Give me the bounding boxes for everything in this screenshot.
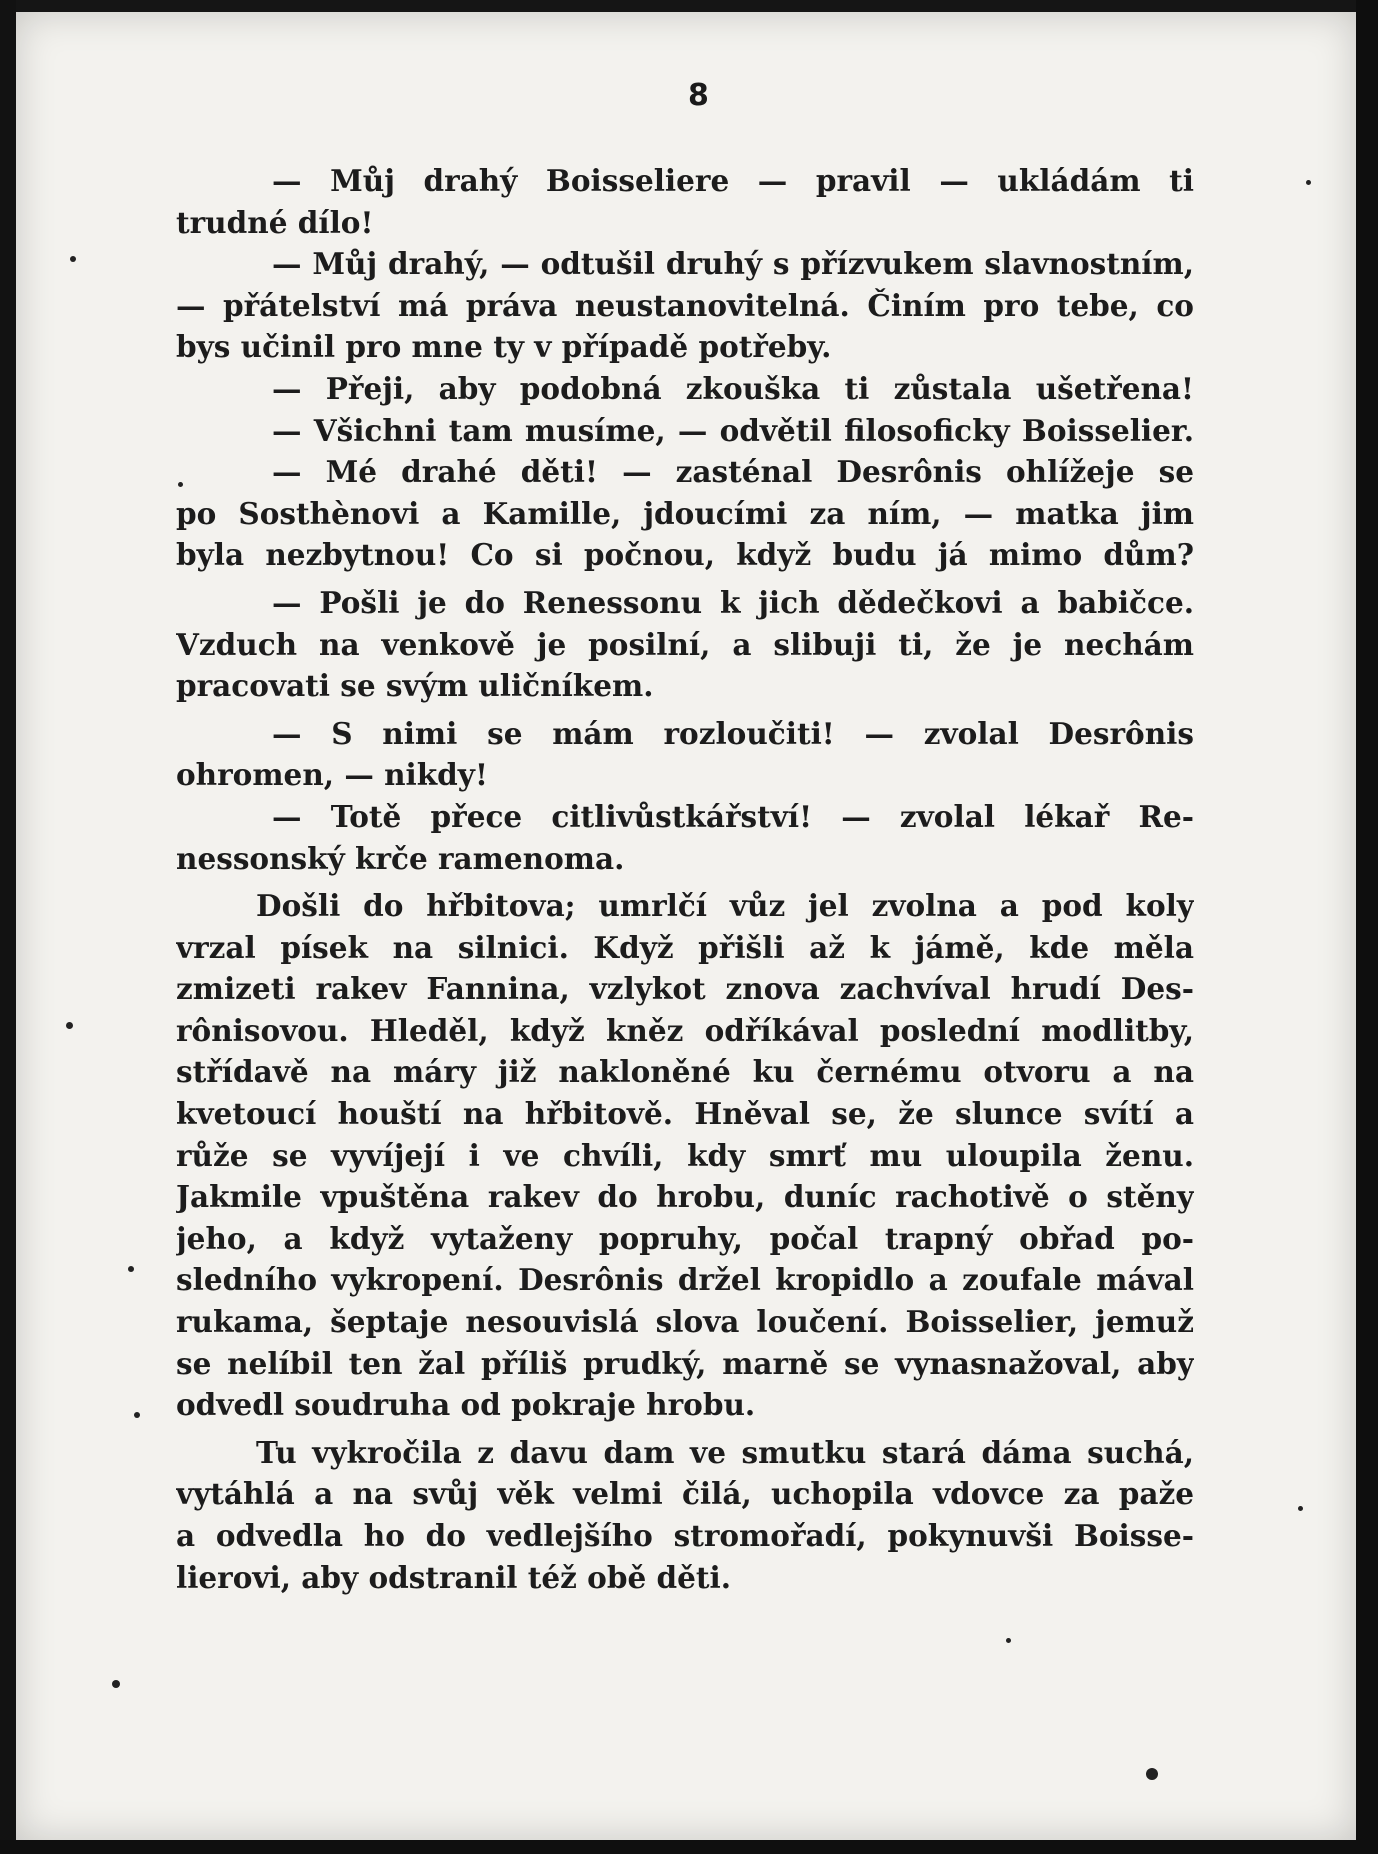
text-line: — Pošli je do Renessonu k jich dědečkovi a babičce. xyxy=(272,584,1194,620)
ink-speck xyxy=(66,1022,73,1029)
body-text xyxy=(176,160,1194,1598)
text-line: Došli do hřbitova; umrlčí vůz jel zvolna a pod koly xyxy=(256,888,1194,924)
text-line: odvedl soudruha od pokraje hrobu. xyxy=(176,1387,756,1423)
text-line: — Všichni tam musíme, — odvětil filosoficky Boisselier. xyxy=(272,412,1194,448)
text-line: lierovi, aby odstranil též obě děti. xyxy=(176,1559,732,1595)
text-line: bys učinil pro mne ty v případě potřeby. xyxy=(176,329,832,365)
ink-speck xyxy=(1006,1638,1011,1643)
text-line: — Přeji, aby podobná zkouška ti zůstala ušetřena! xyxy=(272,370,1194,406)
text-line: rukama, šeptaje nesouvislá slova loučení. Boisselier, jemuž xyxy=(176,1304,1194,1340)
text-line: Vzduch na venkově je posilní, a slibuji ti, že je nechám xyxy=(176,626,1194,662)
text-line: byla nezbytnou! Co si počnou, když budu já mimo dům? xyxy=(176,537,1194,573)
ink-speck xyxy=(1298,1506,1303,1511)
text-line: pracovati se svým uličníkem. xyxy=(176,668,654,704)
text-line: — přátelství má práva neustanovitelná. Činím pro tebe, co xyxy=(176,287,1194,323)
ink-speck xyxy=(134,1412,140,1418)
scan-border-left xyxy=(0,0,16,1854)
text-line: střídavě na máry již nakloněné ku černému otvoru a na xyxy=(176,1054,1194,1090)
text-line: zmizeti rakev Fannina, vzlykot znova zachvíval hrudí Des- xyxy=(176,971,1194,1007)
text-line: se nelíbil ten žal příliš prudký, marně se vynasnažoval, aby xyxy=(176,1345,1194,1381)
text-line: — S nimi se mám rozloučiti! — zvolal Desrônis xyxy=(272,715,1194,751)
ink-speck xyxy=(128,1266,134,1272)
text-line: Tu vykročila z davu dam ve smutku stará dáma suchá, xyxy=(256,1434,1194,1470)
text-line: nessonský krče ramenoma. xyxy=(176,840,625,876)
text-line: — Můj drahý Boisseliere — pravil — ukládám ti xyxy=(272,163,1194,198)
scan-border-bottom xyxy=(0,1840,1378,1854)
text-line: rônisovou. Hleděl, když kněz odříkával poslední modlitby, xyxy=(176,1012,1194,1048)
ink-speck xyxy=(70,256,76,262)
text-line: vrzal písek na silnici. Když přišli až k jámě, kde měla xyxy=(176,929,1194,965)
text-line: jeho, a když vytaženy popruhy, počal trapný obřad po- xyxy=(176,1220,1194,1256)
text-line: kvetoucí houští na hřbitově. Hněval se, že slunce svítí a xyxy=(176,1096,1194,1132)
ink-speck xyxy=(1146,1768,1158,1780)
text-line: trudné dílo! xyxy=(176,204,374,240)
text-line: — Můj drahý, — odtušil druhý s přízvukem slavnostním, xyxy=(272,246,1194,282)
text-line: ohromen, — nikdy! xyxy=(176,757,488,793)
text-line: a odvedla ho do vedlejšího stromořadí, pokynuvši Boisse- xyxy=(176,1518,1194,1553)
text-line: růže se vyvíjejí i ve chvíli, kdy smrť mu uloupila ženu. xyxy=(176,1137,1194,1173)
page-number: 8 xyxy=(688,78,709,113)
text-line: — Mé drahé děti! — zasténal Desrônis ohlížeje se xyxy=(272,454,1194,490)
scan-border-top xyxy=(0,0,1378,12)
text-line: sledního vykropení. Desrônis držel kropidlo a zoufale mával xyxy=(176,1262,1194,1298)
text-line: Jakmile vpuštěna rakev do hrobu, duníc rachotivě o stěny xyxy=(176,1179,1194,1215)
text-line: vytáhlá a na svůj věk velmi čilá, uchopila vdovce za paže xyxy=(176,1476,1194,1512)
ink-speck xyxy=(1306,180,1311,185)
text-line: po Sosthènovi a Kamille, jdoucími za ním, — matka jim xyxy=(176,495,1194,531)
text-line: — Totě přece citlivůstkářství! — zvolal lékař Re- xyxy=(272,798,1194,834)
ink-speck xyxy=(112,1680,120,1688)
scan-border-right xyxy=(1356,0,1378,1854)
